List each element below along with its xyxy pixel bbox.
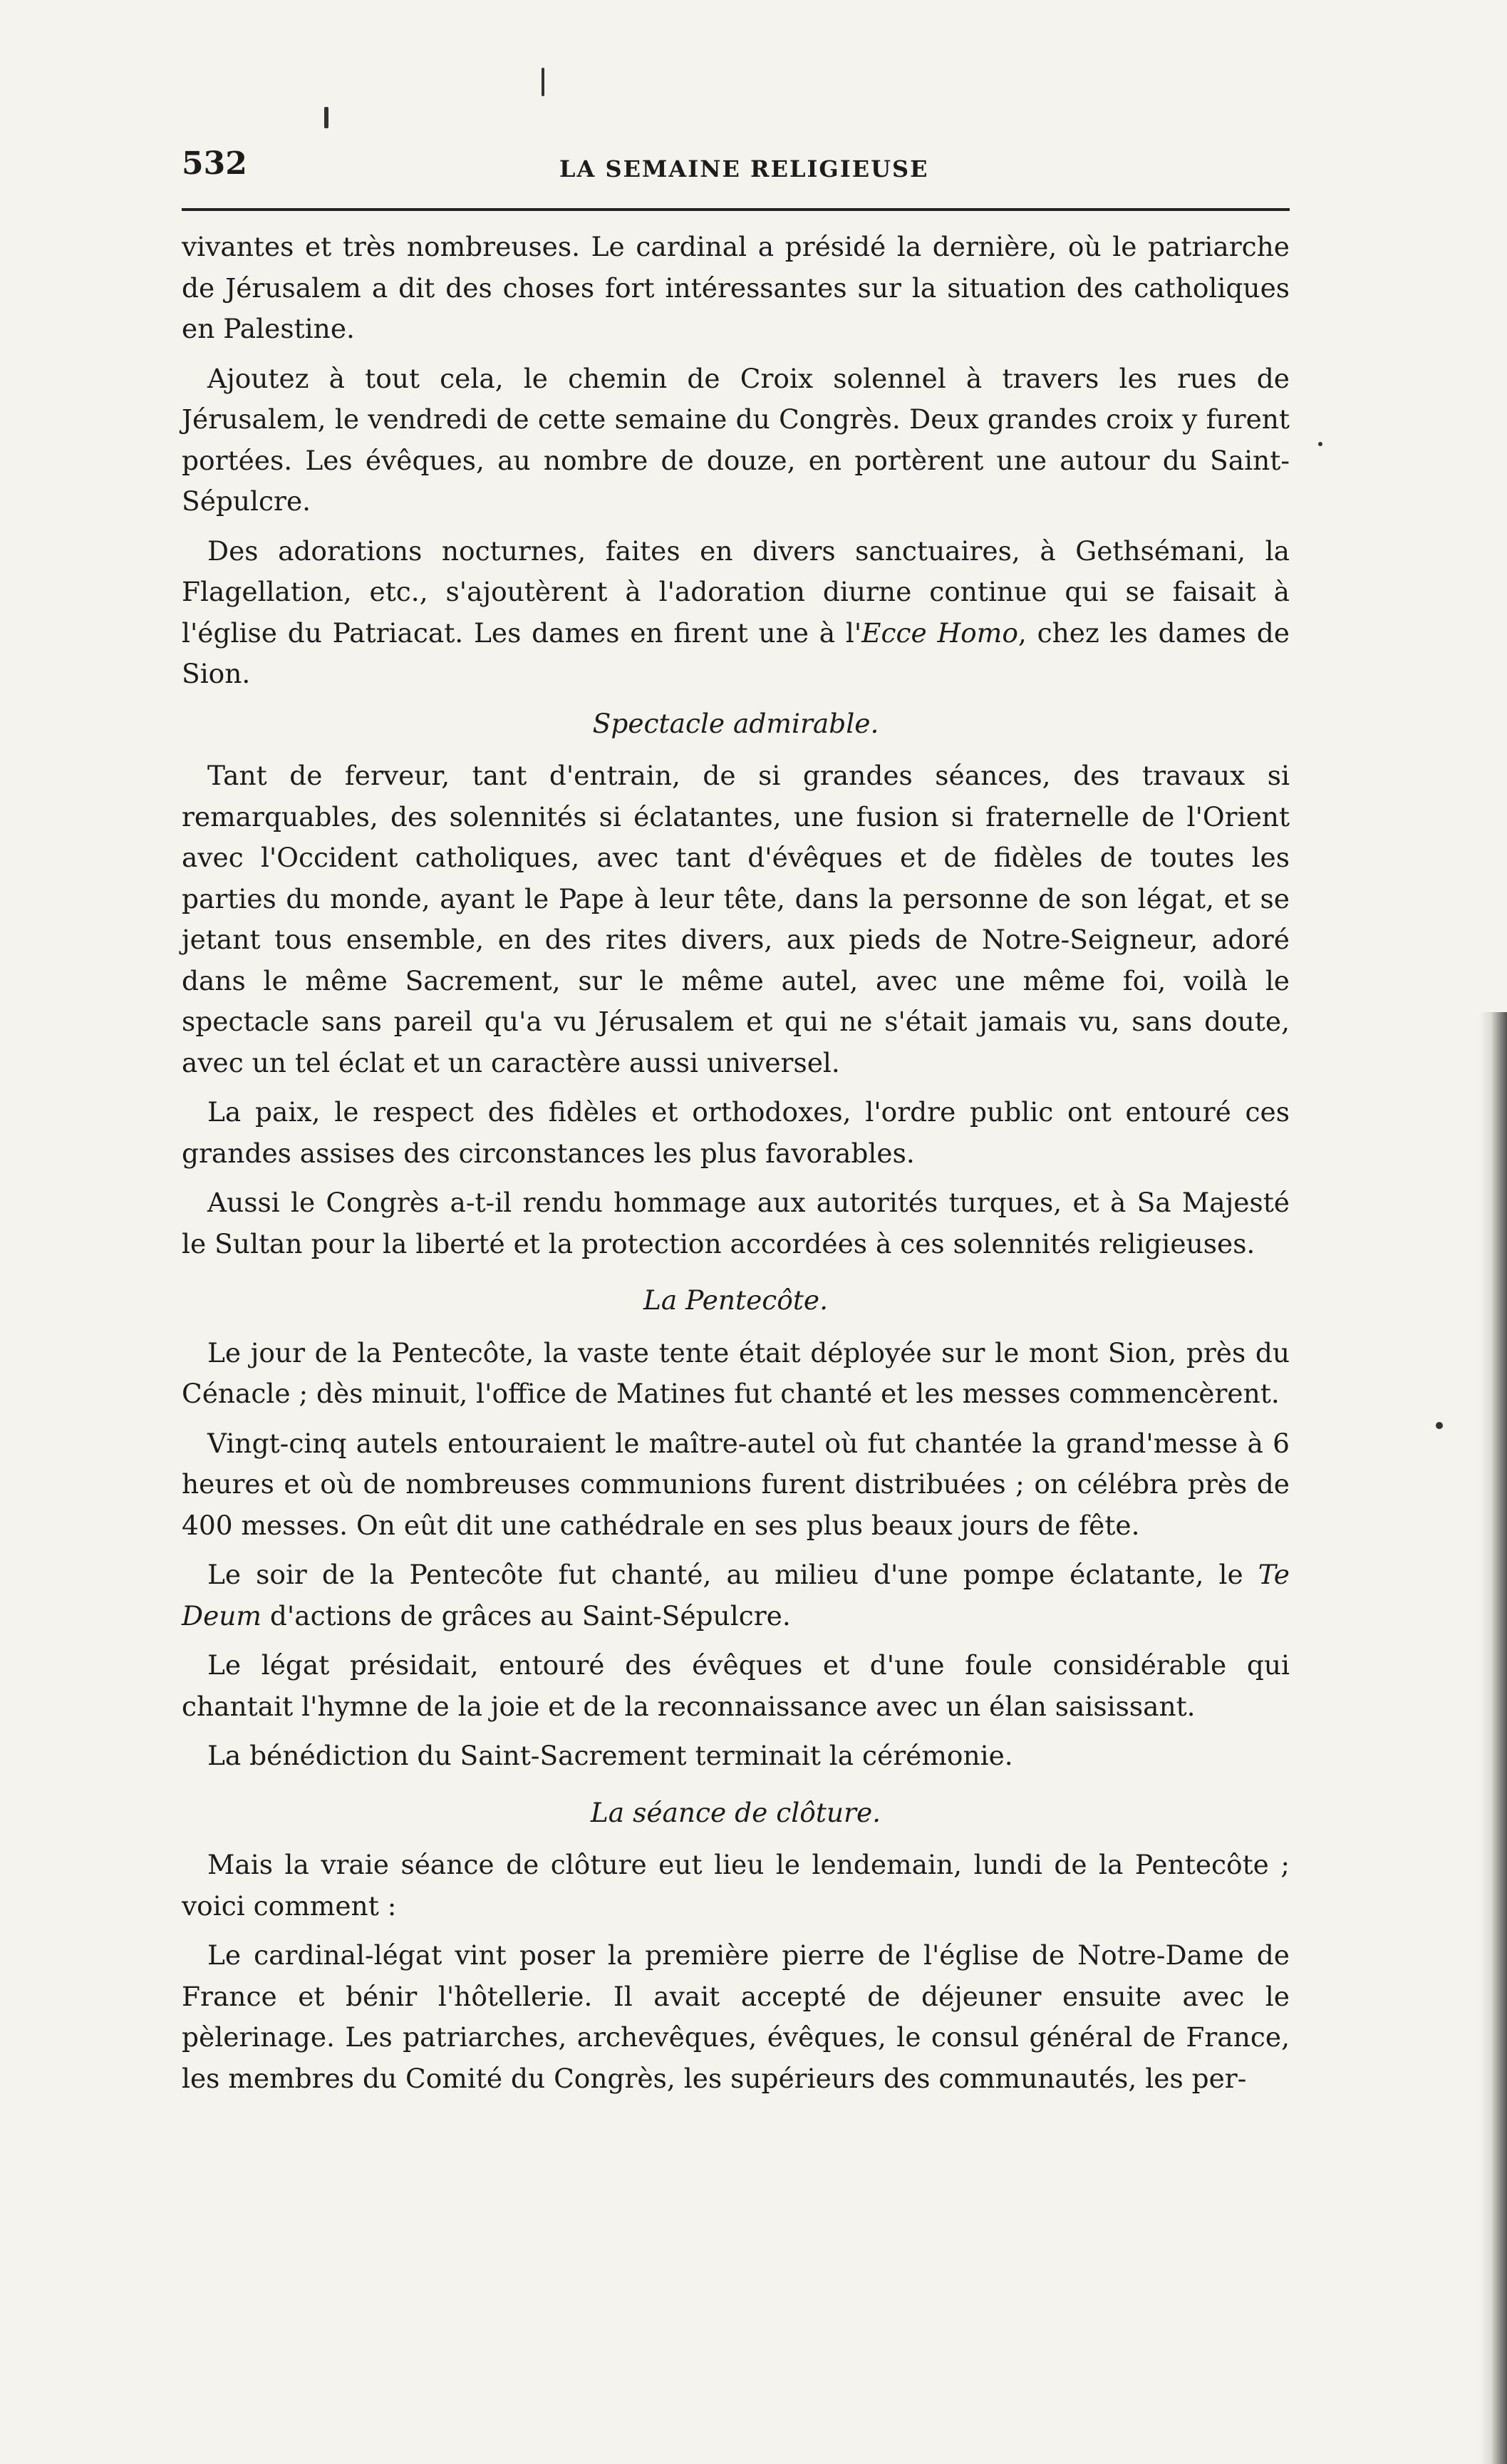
scan-page-edge (1480, 1012, 1507, 2464)
paragraph: Le cardinal-légat vint poser la première pierre de l'église de Notre-Dame de France et bénir l'hôtellerie. Il avait accepté de déjeuner ensuite avec le pèlerinage. Les patriarches, archevêques, évêques, le consul général de France, les membres du Comité du Congrès, les supérieurs des communautés, les per- (182, 1939, 1290, 2094)
paragraph (182, 531, 1290, 695)
paragraph: La bénédiction du Saint-Sacrement terminait la cérémonie. (207, 1740, 1013, 1771)
scan-speck (1436, 1422, 1443, 1429)
section-heading: La Pentecôte. (643, 1284, 829, 1316)
header-rule (182, 208, 1290, 211)
paragraph: vivantes et très nombreuses. Le cardinal a présidé la dernière, où le patriarche de Jérusalem a dit des choses fort intéressantes sur la situation des catholiques en Palestine. (182, 231, 1290, 344)
paragraph: Le légat présidait, entouré des évêques et d'une foule considérable qui chantait l'hymne de la joie et de la reconnaissance avec un élan saisissant. (182, 1649, 1290, 1722)
paragraph: Mais la vraie séance de clôture eut lieu le lendemain, lundi de la Pentecôte ; voici comment : (182, 1849, 1290, 1922)
paragraph: Tant de ferveur, tant d'entrain, de si grandes séances, des travaux si remarquables, des solennités si éclatantes, une fusion si fraternelle de l'Orient avec l'Occident catholiques, avec tant d'évêques et de fidèles de toutes les parties du monde, ayant le Pape à leur tête, dans la personne de son légat, et se jetant tous ensemble, en des rites divers, aux pieds de Notre-Seigneur, adoré dans le même Sacrement, sur le même autel, avec une même foi, voilà le spectacle sans pareil qu'a vu Jérusalem et qui ne s'était jamais vu, sans doute, avec un tel éclat et un caractère aussi universel. (182, 760, 1290, 1078)
paragraph: Aussi le Congrès a-t-il rendu hommage aux autorités turques, et à Sa Majesté le Sultan pour la liberté et la protection accordées à ces solennités religieuses. (182, 1187, 1290, 1259)
scan-speck (324, 107, 328, 128)
page (182, 143, 1290, 2108)
paragraph (182, 1555, 1290, 1636)
section-heading: La séance de clôture. (590, 1796, 881, 1828)
scan-speck (1318, 442, 1322, 446)
paragraph: La paix, le respect des fidèles et orthodoxes, l'ordre public ont entouré ces grandes assises des circonstances les plus favorables. (182, 1096, 1290, 1169)
paragraph: Ajoutez à tout cela, le chemin de Croix solennel à travers les rues de Jérusalem, le vendredi de cette semaine du Congrès. Deux grandes croix y furent portées. Les évêques, au nombre de douze, en portèrent une autour du Saint-Sépulcre. (182, 362, 1290, 517)
page-header (182, 143, 1290, 185)
paragraph: Vingt-cinq autels entouraient le maître-autel où fut chantée la grand'messe à 6 heures et où de nombreuses communions furent distribuées ; on célébra près de 400 messes. On eût dit une cathédrale en ses plus beaux jours de fête. (182, 1427, 1290, 1541)
paragraph-text: Des adorations nocturnes, faites en divers sanctuaires, à Gethsémani, la Flagellation, etc., s'ajoutèrent à l'adoration diurne continue qui se faisait à l'église du Patriacat. Les dames en firent une à l' (182, 535, 1290, 649)
paragraph-text: Le soir de la Pentecôte fut chanté, au milieu d'une pompe éclatante, le (207, 1559, 1258, 1590)
page-number: 532 (182, 145, 247, 182)
running-title: LA SEMAINE RELIGIEUSE (559, 155, 929, 182)
scan-speck (542, 68, 544, 96)
article-body (182, 227, 1290, 2099)
paragraph: Le jour de la Pentecôte, la vaste tente était déployée sur le mont Sion, près du Cénacle ; dès minuit, l'office de Matines fut chanté et les messes commencèrent. (182, 1336, 1290, 1409)
paragraph-text: d'actions de grâces au Saint-Sépulcre. (261, 1599, 791, 1632)
italic-term: Te Deum (182, 1559, 1290, 1632)
italic-term: Ecce Homo (861, 617, 1018, 649)
paragraph-text: , chez les dames de Sion. (182, 617, 1290, 689)
section-heading: Spectacle admirable. (592, 707, 879, 739)
